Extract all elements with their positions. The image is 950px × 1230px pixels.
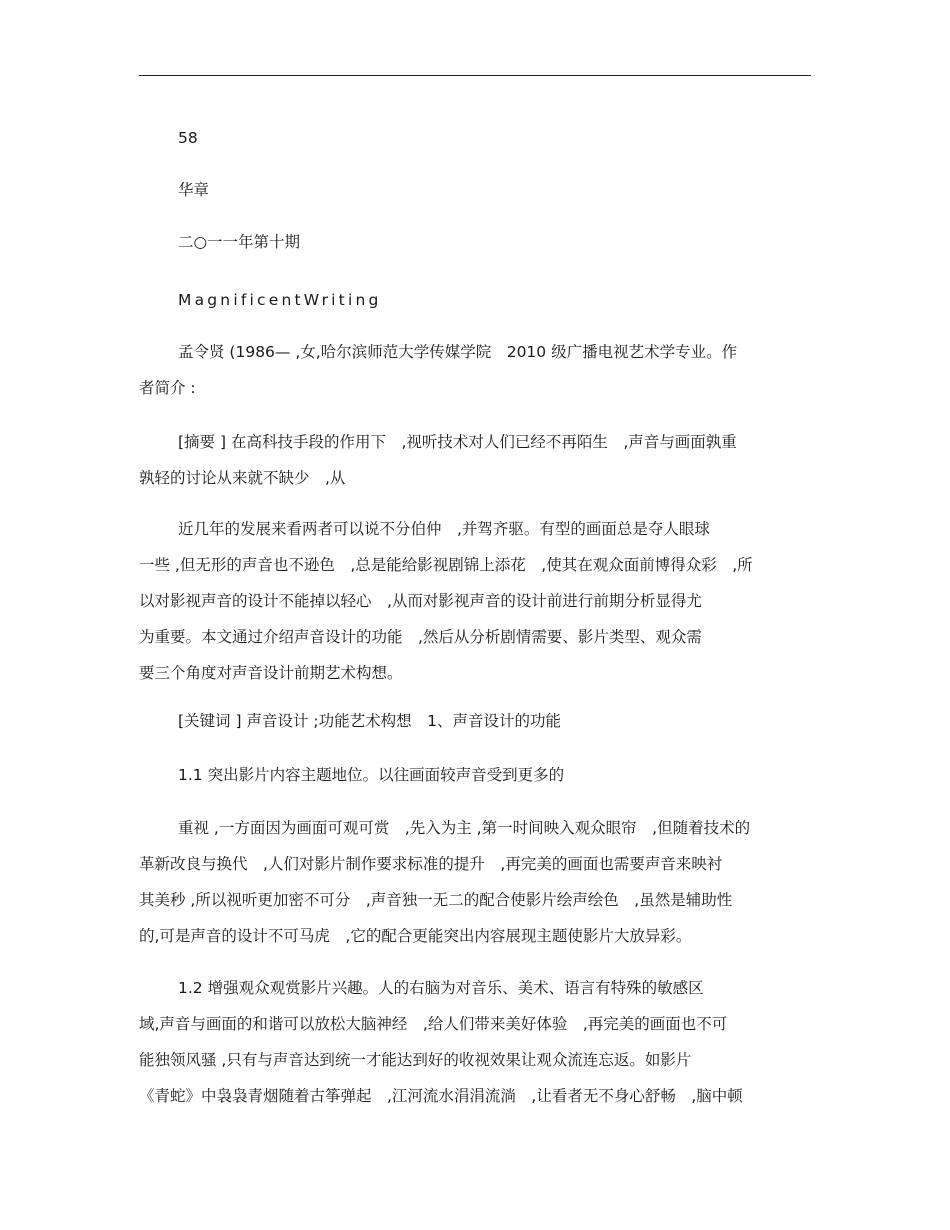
section-heading-1-1 — [139, 757, 811, 793]
text-line: 其美秒 ,所以视听更加密不可分 ,声音独一无二的配合使影片绘声绘色 ,虽然是辅助性 — [139, 891, 733, 909]
text-line: [摘要 ] 在高科技手段的作用下 ,视听技术对人们已经不再陌生 ,声音与画面孰重 — [178, 433, 737, 451]
text-line: 孟令贤 (1986— ,女,哈尔滨师范大学传媒学院 2010 级广播电视艺术学专业。作 — [178, 343, 738, 361]
text-line: 要三个角度对声音设计前期艺术构想。 — [139, 664, 403, 682]
text-line: 《青蛇》中袅袅青烟随着古筝弹起 ,江河流水涓涓流淌 ,让看者无不身心舒畅 ,脑中顿 — [139, 1087, 743, 1105]
page-number: 58 — [178, 129, 198, 147]
body-paragraph — [139, 810, 811, 954]
text-line: 域,声音与画面的和谐可以放松大脑神经 ,给人们带来美好体验 ,再完美的画面也不可 — [139, 1015, 728, 1033]
text-line: 近几年的发展来看两者可以说不分伯仲 ,并驾齐驱。有型的画面总是夺人眼球 — [178, 520, 710, 538]
text-line: 的,可是声音的设计不可马虎 ,它的配合更能突出内容展现主题使影片大放异彩。 — [139, 927, 692, 945]
text-line: 者简介 : — [139, 379, 196, 397]
text-line: 1.2 增强观众观赏影片兴趣。人的右脑为对音乐、美术、语言有特殊的敏感区 — [178, 979, 704, 997]
journal-name: 华章 — [178, 181, 210, 199]
abstract-continuation-paragraph — [139, 511, 811, 691]
keywords-paragraph — [139, 703, 811, 739]
abstract-paragraph — [139, 424, 811, 496]
text-line: 革新改良与换代 ,人们对影片制作要求标准的提升 ,再完美的画面也需要声音来映衬 — [139, 855, 723, 873]
text-line: 能独领风骚 ,只有与声音达到统一才能达到好的收视效果让观众流连忘返。如影片 — [139, 1051, 692, 1069]
text-line: 1.1 突出影片内容主题地位。以往画面较声音受到更多的 — [178, 766, 565, 784]
section-paragraph-1-2 — [139, 970, 811, 1114]
text-line: [关键词 ] 声音设计 ;功能艺术构想 1、声音设计的功能 — [178, 712, 561, 730]
text-line: 重视 ,一方面因为画面可观可赏 ,先入为主 ,第一时间映入观众眼帘 ,但随着技术的 — [178, 819, 751, 837]
text-line: 为重要。本文通过介绍声音设计的功能 ,然后从分析剧情需要、影片类型、观众需 — [139, 628, 702, 646]
header-rule — [139, 75, 811, 76]
text-line: 孰轻的讨论从来就不缺少 ,从 — [139, 469, 346, 487]
text-line: 以对影视声音的设计不能掉以轻心 ,从而对影视声音的设计前进行前期分析显得尤 — [139, 592, 702, 610]
text-line: 一些 ,但无形的声音也不逊色 ,总是能给影视剧锦上添花 ,使其在观众面前博得众彩 ,所 — [139, 556, 753, 574]
author-paragraph — [139, 334, 811, 406]
journal-english-name: MagnificentWriting — [178, 291, 382, 309]
issue-label: 二○一一年第十期 — [178, 233, 301, 251]
